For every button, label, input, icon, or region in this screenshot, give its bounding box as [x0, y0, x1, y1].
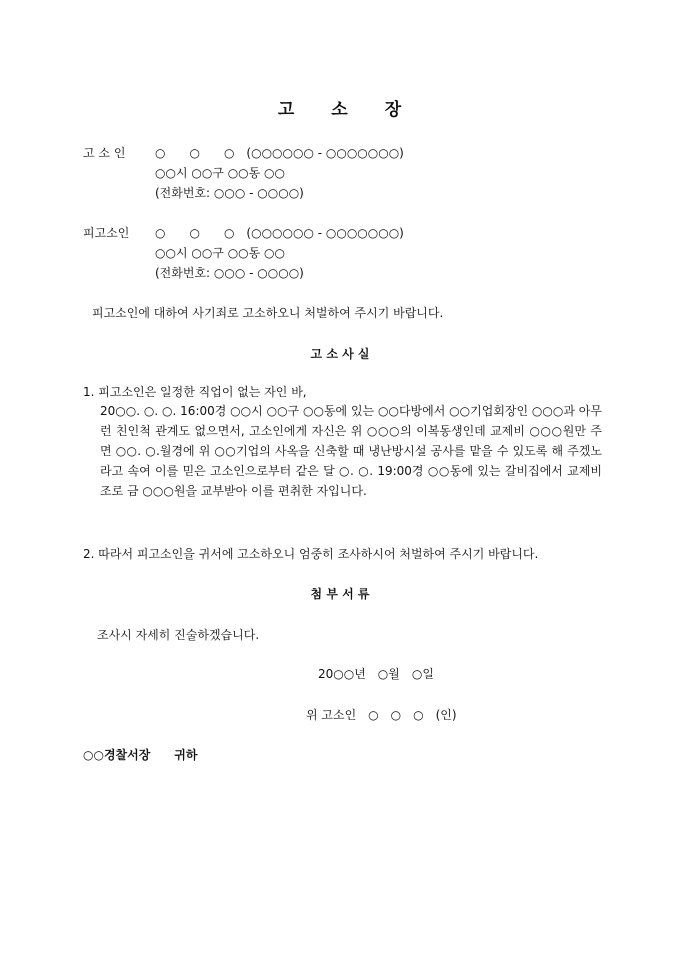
- fact-2: 2. 따라서 피고소인을 귀서에 고소하오니 엄중히 조사하시어 처벌하여 주시기 바랍니다.: [83, 547, 539, 561]
- attachments-heading: 첨 부 서 류: [310, 587, 370, 601]
- facts-heading: 고 소 사 실: [310, 347, 370, 361]
- complainant-address: ○○시 ○○구 ○○동 ○○: [155, 166, 285, 180]
- complainant-label: 고 소 인: [83, 146, 126, 160]
- page-title: 고 소 장: [277, 100, 403, 120]
- signature-line: 위 고소인 ○ ○ ○ (인): [306, 708, 457, 722]
- fact-1-first-line: 1. 피고소인은 일정한 직업이 없는 자인 바,: [83, 385, 307, 399]
- accused-name: ○ ○ ○ (○○○○○○ - ○○○○○○○): [155, 226, 404, 240]
- complainant-phone: (전화번호: ○○○ - ○○○○): [155, 186, 304, 200]
- attachments-text: 조사시 자세히 진술하겠습니다.: [97, 628, 260, 642]
- accused-phone: (전화번호: ○○○ - ○○○○): [155, 266, 304, 280]
- addressee: ○○경찰서장 귀하: [83, 748, 198, 762]
- complainant-name: ○ ○ ○ (○○○○○○ - ○○○○○○○): [155, 146, 404, 160]
- accused-label: 피고소인: [83, 226, 130, 240]
- intro-text: 피고소인에 대하여 사기죄로 고소하오니 처벌하여 주시기 바랍니다.: [92, 306, 444, 320]
- fact-1-body: 20○○. ○. ○. 16:00경 ○○시 ○○구 ○○동에 있는 ○○다방에서 ○○기업회장인 ○○○과 아무런 친인척 관계도 없으면서, 고소인에게 자신은 위 ○○○의 이복동생인데 교제비 ○○○원만 주면 ○○. ○.월경에 위 ○○기업의 사옥을 신축할 때 냉난방시설 공사를 맡을 수 있도록 해 주겠노라고 속여 이를 믿은 고소인으로부터 같은 달 ○. ○. 19:00경 ○○동에 있는 갈비집에서 교제비조로 금 ○○○원을 교부받아 이를 편취한 자입니다.: [100, 404, 602, 498]
- document-date: 20○○년 ○월 ○일: [318, 667, 434, 681]
- accused-address: ○○시 ○○구 ○○동 ○○: [155, 246, 285, 260]
